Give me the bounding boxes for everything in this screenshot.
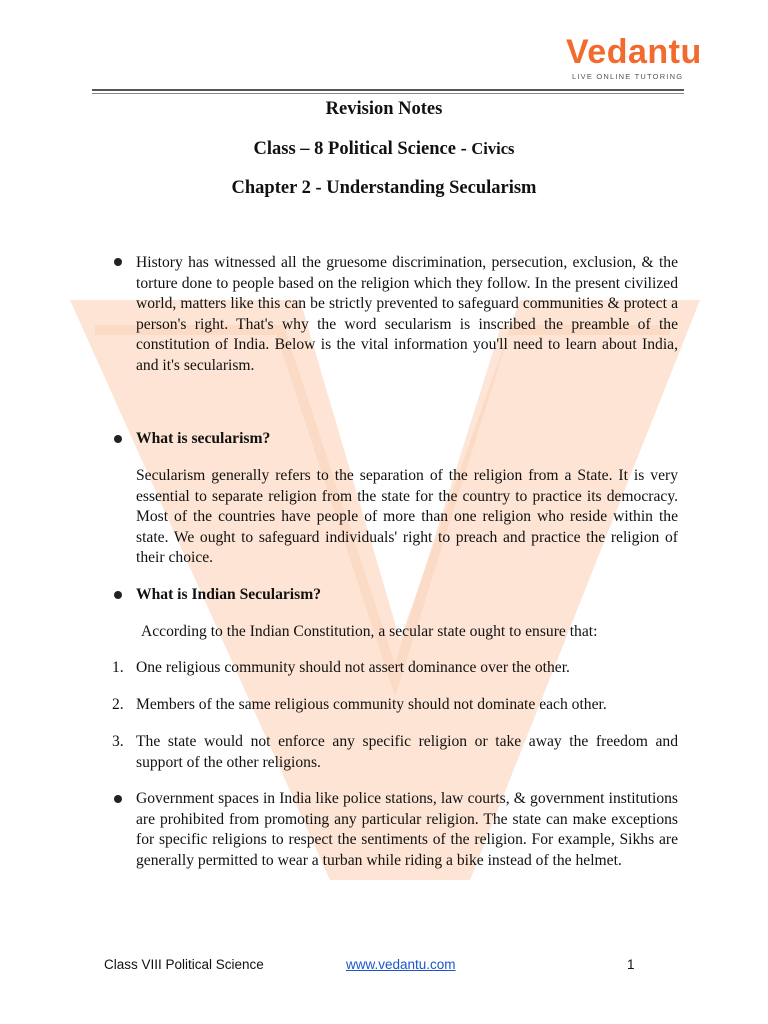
section-lead: According to the Indian Constitution, a secular state ought to ensure that: <box>141 623 598 640</box>
bullet-icon <box>114 591 122 599</box>
logo-wordmark: Vedantu <box>566 33 702 71</box>
logo-tagline: LIVE ONLINE TUTORING <box>572 72 684 81</box>
doc-subtitle <box>0 139 768 160</box>
section-heading-secularism: What is secularism? <box>136 430 271 447</box>
closing-paragraph: Government spaces in India like police stations, law courts, & government institutions are prohibited from promoting any particular religion. The state can make exceptions for specific religions to respect the sentiments of the religion. For example, Sikhs are generally permitted to wear a turban while riding a bike instead of the helmet. <box>136 790 678 869</box>
page-number: 1 <box>627 957 635 972</box>
doc-title: Revision Notes <box>325 99 443 119</box>
list-number: 3. <box>112 733 124 750</box>
intro-paragraph: History has witnessed all the gruesome discrimination, persecution, exclusion, & the torture done to people based on the religion which they follow. In the present civilized world, matters like this can be strictly prevented to safeguard communities & protect a person's right. That's why the word secularism is inscribed the preamble of the constitution of India. Below is the vital information you'll need to learn about India, and it's secularism. <box>136 254 678 374</box>
bullet-icon <box>114 435 122 443</box>
subtitle-main: Class – 8 Political Science - <box>253 139 472 159</box>
section-body-secularism: Secularism generally refers to the separation of the religion from a State. It is very essential to separate religion from the state for the country to practice its democracy. Most of the countries have people of more than one religion who reside within the state. We ought to safeguard individuals' right to preach and practice the religion of their choice. <box>136 467 678 567</box>
bullet-icon <box>114 258 122 266</box>
list-item: The state would not enforce any specific religion or take away the freedom and support of the other religions. <box>136 733 678 771</box>
list-number: 1. <box>112 659 124 676</box>
header-rule <box>92 89 684 91</box>
bullet-icon <box>114 795 122 803</box>
footer-class-label: Class VIII Political Science <box>104 957 264 972</box>
section-heading-indian-secularism: What is Indian Secularism? <box>136 586 321 603</box>
footer-website-link[interactable]: www.vedantu.com <box>346 957 456 972</box>
vedantu-logo[interactable] <box>566 32 702 84</box>
chapter-title: Chapter 2 - Understanding Secularism <box>231 178 537 198</box>
list-item: One religious community should not assert dominance over the other. <box>136 659 570 676</box>
list-item: Members of the same religious community should not dominate each other. <box>136 696 607 713</box>
list-number: 2. <box>112 696 124 713</box>
subtitle-subject: Civics <box>471 139 515 158</box>
header-rule-thin <box>92 93 684 94</box>
